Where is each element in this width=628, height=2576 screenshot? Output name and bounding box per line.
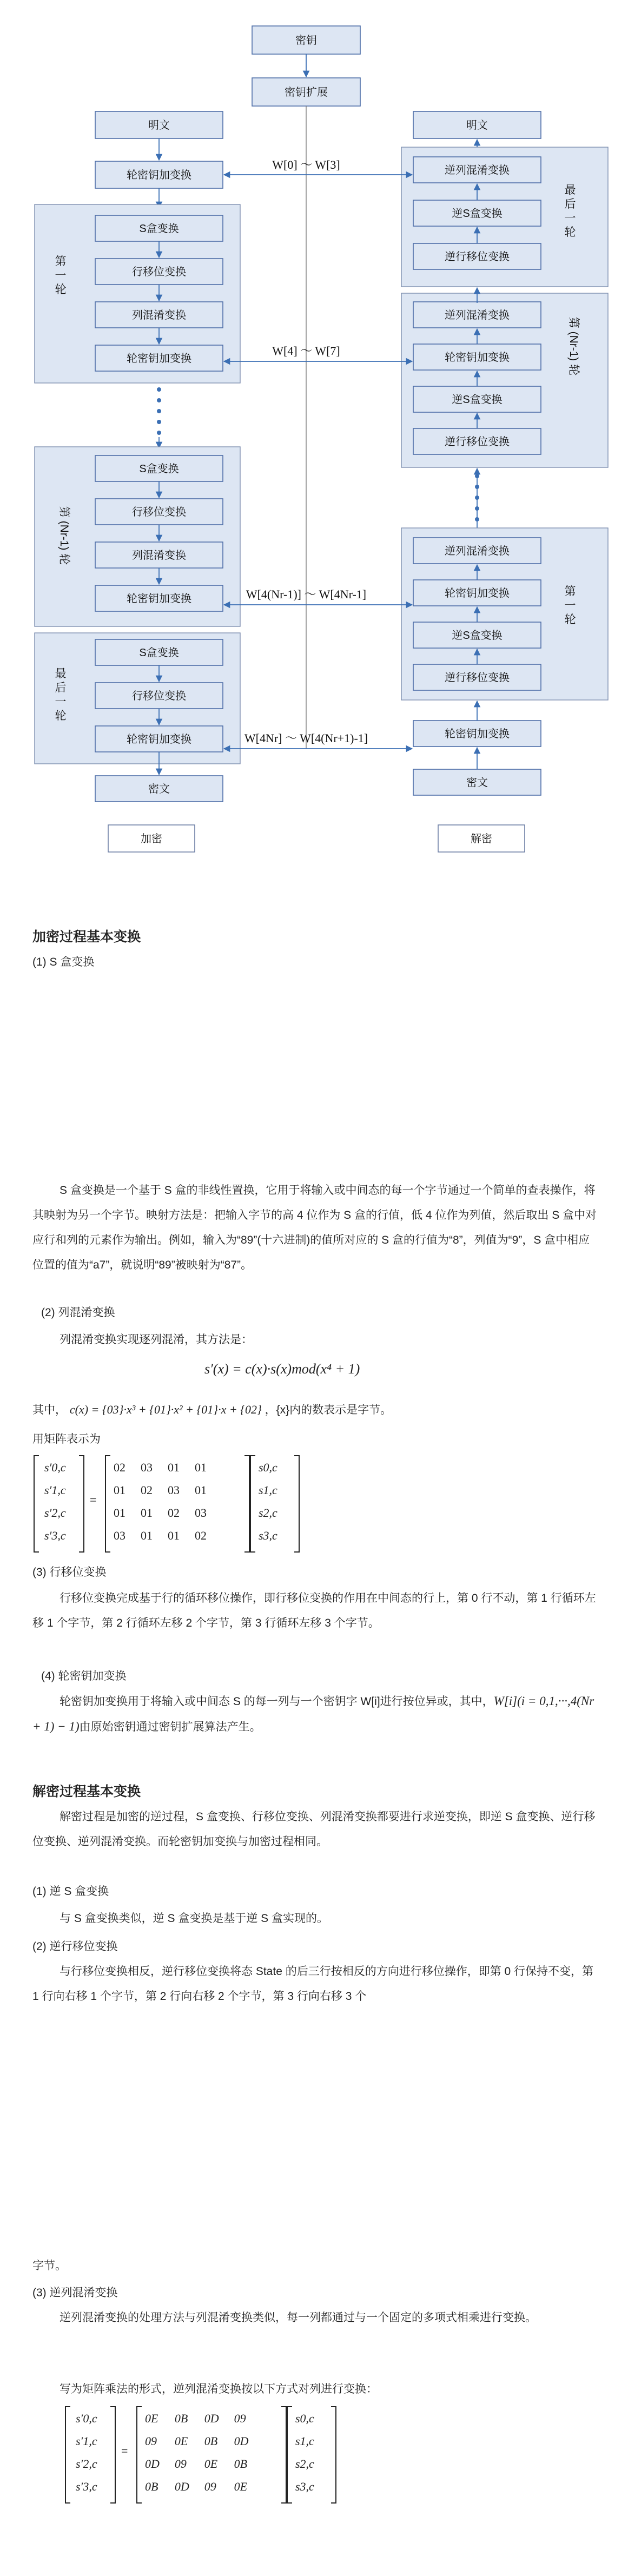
dec-r1-label-3: 逆行移位变换: [445, 672, 510, 684]
svg-text:后: 后: [55, 682, 67, 694]
matrix-cell: 03: [141, 1461, 153, 1474]
dec-rn-label-1: 轮密钥加变换: [445, 352, 510, 364]
matrix-cell: s′1,c: [76, 2434, 97, 2448]
d3-heading: (3) 逆列混淆变换: [32, 2287, 118, 2299]
matrix-cell: 09: [145, 2434, 157, 2448]
enc-last-label-1: 行移位变换: [132, 690, 186, 702]
matrix-cell: 01: [168, 1461, 180, 1474]
enc-r1-label-3: 轮密钥加变换: [127, 353, 191, 365]
enc-ciphertext-label: 密文: [148, 783, 170, 795]
dec-initial-addkey-label: 轮密钥加变换: [445, 728, 510, 740]
s2-where-formula: c(x) = {03}·x³ + {01}·x² + {01}·x + {02}: [69, 1403, 262, 1416]
svg-text:一: 一: [564, 599, 576, 612]
matrix-cell: s′2,c: [44, 1506, 66, 1520]
dec-ciphertext-label: 密文: [466, 777, 488, 789]
matrix-cell: s′0,c: [76, 2412, 97, 2425]
dec-last-label-0: 逆列混淆变换: [445, 164, 510, 176]
aes-flow-diagram: [0, 0, 628, 887]
matrix-cell: s1,c: [295, 2434, 314, 2448]
s2-matrix-intro: 用矩阵表示为: [32, 1433, 101, 1445]
dec-rn-label-2: 逆S盒变换: [452, 394, 503, 406]
matrix-cell: 01: [168, 1529, 180, 1542]
matrix-cell: s1,c: [259, 1483, 277, 1497]
matrix-cell: s′3,c: [76, 2480, 97, 2493]
s2-heading: (2) 列混淆变换: [41, 1306, 115, 1319]
matrix-cell: 02: [114, 1461, 125, 1474]
w-label-2: W[4(Nr-1)] ～ W[4Nr-1]: [246, 587, 367, 601]
dec-r1-label-0: 逆列混淆变换: [445, 545, 510, 557]
enc-r1-label-2: 列混淆变换: [132, 309, 186, 321]
matrix-cell: 0E: [204, 2457, 218, 2471]
d2-tail: 字节。: [32, 2260, 67, 2272]
enc-last-title: 最: [55, 668, 67, 680]
matrix-cell: 02: [168, 1506, 180, 1520]
s4-formula: W[i](i = 0,1,···,4(Nr + 1) − 1): [32, 1694, 594, 1733]
d3-paragraph: 逆列混淆变换的处理方法与列混淆变换类似，每一列都通过与一个固定的多项式相乘进行变换。: [60, 2311, 537, 2324]
dec-round1-title: 第: [564, 585, 576, 598]
matrix-cell: 0D: [174, 2480, 189, 2493]
matrix-cell: 01: [195, 1461, 207, 1474]
key-label: 密钥: [295, 35, 317, 47]
s2-intro: 列混淆变换实现逐列混淆，其方法是：: [60, 1333, 253, 1346]
matrix-cell: 01: [141, 1506, 153, 1520]
matrix-cell: 0B: [204, 2434, 218, 2448]
encrypt-caption: 加密: [141, 833, 162, 845]
enc-rn-label-3: 轮密钥加变换: [127, 593, 191, 605]
s4-heading: (4) 轮密钥加变换: [41, 1670, 127, 1682]
s2-where-prefix: 其中，: [32, 1404, 67, 1416]
matrix-cell: 01: [114, 1506, 125, 1520]
svg-text:一: 一: [55, 269, 67, 282]
s2-formula: s′(x) = c(x)·s(x)mod(x⁴ + 1): [204, 1361, 360, 1377]
dec-last-title: 最: [564, 184, 576, 196]
matrix-cell: 09: [204, 2480, 216, 2493]
enc-last-label-2: 轮密钥加变换: [127, 734, 191, 745]
matrix-cell: 0E: [234, 2480, 248, 2493]
svg-text:轮: 轮: [55, 283, 67, 296]
matrix-cell: 01: [141, 1529, 153, 1542]
matrix-cell: 0D: [234, 2434, 249, 2448]
matrix-cell: 03: [114, 1529, 125, 1542]
matrix-cell: 09: [174, 2457, 187, 2471]
matrix-cell: 03: [168, 1483, 180, 1497]
enc-roundn-title: 第 (Nr-1) 轮: [58, 506, 70, 565]
dec-last-label-2: 逆行移位变换: [445, 251, 510, 263]
matrix-cell: 01: [195, 1483, 207, 1497]
dec-last-label-1: 逆S盒变换: [452, 208, 503, 220]
enc-rn-label-2: 列混淆变换: [132, 550, 186, 562]
dec-rn-label-3: 逆行移位变换: [445, 436, 510, 448]
d2-paragraph: 与行移位变换相反，逆行移位变换将态 State 的后三行按相反的方向进行移位操作，即第 0 行保持不变，第 1 行向右移 1 个字节，第 2 行向右移 2 个字节，第 3 行向右移 3 个: [32, 1965, 594, 2003]
enc-r1-label-0: S盒变换: [139, 223, 179, 235]
svg-text:轮: 轮: [564, 226, 576, 239]
s4-text-b: 由原始密钥通过密钥扩展算法产生。: [79, 1721, 261, 1733]
dec-section-title: 解密过程基本变换: [32, 1784, 141, 1799]
w-label-3: W[4Nr] ～ W[4(Nr+1)-1]: [244, 731, 368, 745]
dec-r1-label-1: 轮密钥加变换: [445, 587, 510, 599]
dec-r1-label-2: 逆S盒变换: [452, 630, 503, 642]
enc-r1-label-1: 行移位变换: [132, 266, 186, 278]
matrix-cell: 0D: [204, 2412, 219, 2425]
matrix-cell: 0B: [145, 2480, 158, 2493]
matrix-cell: 0B: [234, 2457, 248, 2471]
dec-roundn-title: 第 (Nr-1) 轮: [567, 316, 580, 376]
matrix-cell: 02: [195, 1529, 207, 1542]
s2-where-suffix: ，{x}内的数表示是字节。: [265, 1404, 392, 1416]
matrix-cell: s3,c: [259, 1529, 277, 1542]
matrix-cell: s2,c: [259, 1506, 277, 1520]
enc-plaintext-label: 明文: [148, 120, 170, 131]
matrix-cell: s′0,c: [44, 1461, 66, 1474]
enc-section-title: 加密过程基本变换: [32, 929, 141, 944]
matrix-cell: 0E: [145, 2412, 158, 2425]
matrix-cell: 0E: [174, 2434, 188, 2448]
matrix-cell: 03: [195, 1506, 207, 1520]
s2-where: [32, 1401, 392, 1417]
w-label-0: W[0] ～ W[3]: [272, 158, 340, 171]
inv-equals: =: [121, 2444, 128, 2458]
matrix-cell: 01: [114, 1483, 125, 1497]
matrix-cell: 0B: [174, 2412, 188, 2425]
w-label-1: W[4] ～ W[7]: [272, 344, 340, 358]
s4-paragraph: [32, 1689, 600, 1740]
d1-paragraph: 与 S 盒变换类似，逆 S 盒变换是基于逆 S 盒实现的。: [60, 1912, 329, 1925]
matrix-cell: s′1,c: [44, 1483, 66, 1497]
dec-plaintext-label: 明文: [466, 120, 488, 131]
decrypt-caption: 解密: [471, 833, 492, 845]
s1-heading: (1) S 盒变换: [32, 956, 95, 968]
d1-heading: (1) 逆 S 盒变换: [32, 1885, 109, 1898]
s4-text-a: 轮密钥加变换用于将输入或中间态 S 的每一列与一个密钥字 W[i]进行按位异或，其中，: [60, 1695, 494, 1708]
matrix-cell: s0,c: [259, 1461, 277, 1474]
matrix-cell: 0D: [145, 2457, 160, 2471]
enc-rn-label-1: 行移位变换: [132, 506, 186, 518]
dec-paragraph: 解密过程是加密的逆过程，S 盒变换、行移位变换、列混淆变换都要进行求逆变换，即逆 S 盒变换、逆行移位变换、逆列混淆变换。而轮密钥加变换与加密过程相同。: [32, 1811, 596, 1848]
d3-matrix-intro: 写为矩阵乘法的形式，逆列混淆变换按以下方式对列进行变换：: [60, 2383, 378, 2395]
svg-text:一: 一: [564, 212, 576, 224]
svg-text:后: 后: [564, 198, 576, 210]
dec-rn-label-0: 逆列混淆变换: [445, 309, 510, 321]
matrix-cell: s′3,c: [44, 1529, 66, 1542]
svg-text:一: 一: [55, 696, 67, 708]
enc-round1-title: 第: [55, 255, 67, 268]
matrix-cell: s0,c: [295, 2412, 314, 2425]
matrix-cell: s2,c: [295, 2457, 314, 2471]
enc-last-label-0: S盒变换: [139, 647, 179, 659]
enc-initial-addkey-label: 轮密钥加变换: [127, 169, 191, 181]
matrix-cell: 02: [141, 1483, 153, 1497]
matrix-cell: s′2,c: [76, 2457, 97, 2471]
s3-heading: (3) 行移位变换: [32, 1566, 107, 1578]
s1-paragraph: S 盒变换是一个基于 S 盒的非线性置换，它用于将输入或中间态的每一个字节通过一个简单的查表操作，将其映射为另一个字节。映射方法是：把输入字节的高 4 位作为 S 盒的行值，低 4 位作为列值，然后取出 S 盒中对应行和列的元素作为输出。例如，输入为“89”(十六进制)的值所对应的 S 盒的行值为“8”，列值为“9”，S 盒中相应位置的值为“a7”，就说明“89”被映射为“87”。: [32, 1184, 597, 1271]
key-expansion-label: 密钥扩展: [285, 87, 328, 98]
d2-heading: (2) 逆行移位变换: [32, 1940, 118, 1953]
enc-rn-label-0: S盒变换: [139, 463, 179, 475]
matrix-cell: 09: [234, 2412, 246, 2425]
s3-paragraph: 行移位变换完成基于行的循环移位操作，即行移位变换的作用在中间态的行上，第 0 行不动，第 1 行循环左移 1 个字节，第 2 行循环左移 2 个字节，第 3 行循环左移 3 个字节。: [32, 1592, 596, 1629]
matrix-cell: s3,c: [295, 2480, 314, 2493]
svg-text:轮: 轮: [564, 613, 576, 626]
mix-equals: =: [90, 1493, 97, 1507]
svg-text:轮: 轮: [55, 710, 67, 722]
